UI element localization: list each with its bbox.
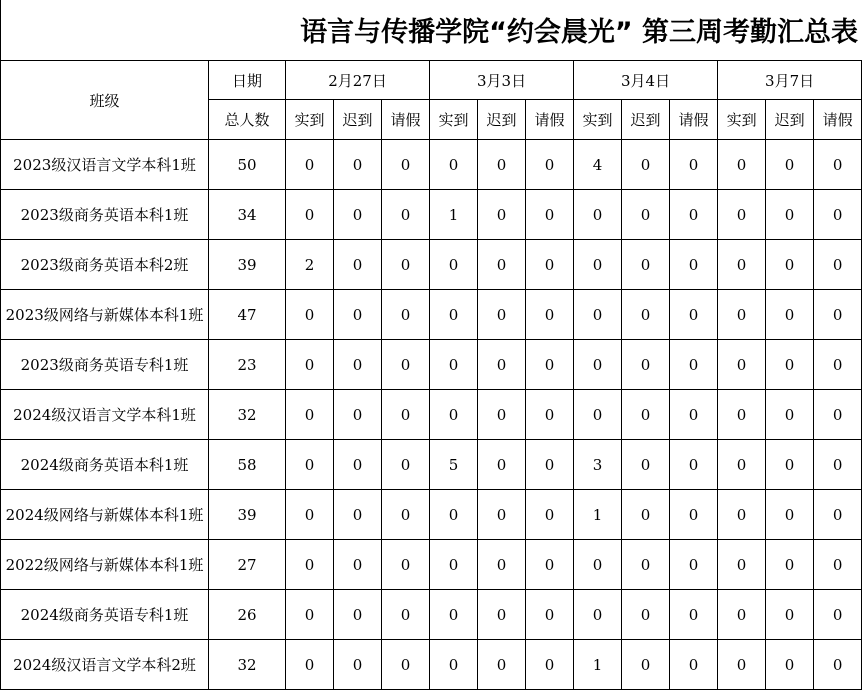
present-count-cell: 0: [718, 290, 766, 340]
present-count-cell: 0: [718, 240, 766, 290]
present-count-cell: 1: [574, 640, 622, 690]
leave-count-cell: 0: [382, 640, 430, 690]
leave-count-cell: 0: [382, 540, 430, 590]
leave-count-cell: 0: [382, 590, 430, 640]
present-count-cell: 1: [574, 490, 622, 540]
late-count-cell: 0: [766, 390, 814, 440]
date-header-1: 2月27日: [286, 61, 430, 100]
present-count-cell: 0: [430, 490, 478, 540]
late-count-cell: 0: [334, 640, 382, 690]
late-count-cell: 0: [334, 390, 382, 440]
late-count-cell: 0: [766, 490, 814, 540]
sub-header-present: 实到: [430, 100, 478, 140]
present-count-cell: 0: [286, 640, 334, 690]
leave-count-cell: 0: [526, 440, 574, 490]
late-count-cell: 0: [334, 190, 382, 240]
late-count-cell: 0: [622, 290, 670, 340]
late-count-cell: 0: [622, 540, 670, 590]
present-count-cell: 0: [286, 440, 334, 490]
total-cell: 23: [209, 340, 286, 390]
total-cell: 50: [209, 140, 286, 190]
leave-count-cell: 0: [670, 490, 718, 540]
late-count-cell: 0: [334, 140, 382, 190]
late-count-cell: 0: [622, 190, 670, 240]
present-count-cell: 0: [286, 140, 334, 190]
class-name-cell: 2023级汉语言文学本科1班: [1, 140, 209, 190]
late-count-cell: 0: [622, 590, 670, 640]
leave-count-cell: 0: [814, 240, 862, 290]
class-name-cell: 2024级商务英语本科1班: [1, 440, 209, 490]
leave-count-cell: 0: [814, 540, 862, 590]
sub-header-present: 实到: [574, 100, 622, 140]
present-count-cell: 0: [574, 590, 622, 640]
table-row: [1, 640, 862, 690]
late-count-cell: 0: [766, 440, 814, 490]
sheet-title: 语言与传播学院“约会晨光” 第三周考勤汇总表: [300, 17, 858, 48]
leave-count-cell: 0: [526, 640, 574, 690]
late-count-cell: 0: [766, 540, 814, 590]
leave-count-cell: 0: [814, 140, 862, 190]
late-count-cell: 0: [622, 140, 670, 190]
present-count-cell: 0: [430, 390, 478, 440]
present-count-cell: 0: [718, 640, 766, 690]
total-header: 总人数: [209, 100, 286, 140]
leave-count-cell: 0: [526, 540, 574, 590]
late-count-cell: 0: [622, 240, 670, 290]
leave-count-cell: 0: [526, 590, 574, 640]
present-count-cell: 0: [574, 290, 622, 340]
late-count-cell: 0: [766, 590, 814, 640]
present-count-cell: 0: [286, 540, 334, 590]
present-count-cell: 0: [430, 590, 478, 640]
late-count-cell: 0: [766, 340, 814, 390]
leave-count-cell: 0: [814, 440, 862, 490]
table-row: [1, 240, 862, 290]
leave-count-cell: 0: [526, 140, 574, 190]
leave-count-cell: 0: [526, 190, 574, 240]
leave-count-cell: 0: [382, 140, 430, 190]
present-count-cell: 0: [718, 440, 766, 490]
present-count-cell: 0: [430, 140, 478, 190]
leave-count-cell: 0: [670, 390, 718, 440]
leave-count-cell: 0: [526, 490, 574, 540]
leave-count-cell: 0: [670, 640, 718, 690]
present-count-cell: 0: [718, 390, 766, 440]
class-name-cell: 2023级商务英语本科1班: [1, 190, 209, 240]
leave-count-cell: 0: [670, 540, 718, 590]
total-cell: 39: [209, 490, 286, 540]
leave-count-cell: 0: [382, 390, 430, 440]
class-name-cell: 2023级网络与新媒体本科1班: [1, 290, 209, 340]
table-row: [1, 590, 862, 640]
table-row: [1, 140, 862, 190]
leave-count-cell: 0: [382, 440, 430, 490]
present-count-cell: 0: [286, 390, 334, 440]
sub-header-late: 迟到: [334, 100, 382, 140]
present-count-cell: 0: [286, 590, 334, 640]
late-count-cell: 0: [766, 190, 814, 240]
present-count-cell: 0: [430, 240, 478, 290]
total-cell: 58: [209, 440, 286, 490]
present-count-cell: 1: [430, 190, 478, 240]
present-count-cell: 4: [574, 140, 622, 190]
leave-count-cell: 0: [670, 340, 718, 390]
leave-count-cell: 0: [382, 240, 430, 290]
present-count-cell: 0: [286, 290, 334, 340]
total-cell: 47: [209, 290, 286, 340]
late-count-cell: 0: [478, 240, 526, 290]
leave-count-cell: 0: [382, 340, 430, 390]
present-count-cell: 0: [718, 340, 766, 390]
present-count-cell: 0: [574, 240, 622, 290]
late-count-cell: 0: [766, 140, 814, 190]
leave-count-cell: 0: [526, 240, 574, 290]
sub-header-late: 迟到: [766, 100, 814, 140]
leave-count-cell: 0: [670, 190, 718, 240]
leave-count-cell: 0: [814, 640, 862, 690]
leave-count-cell: 0: [382, 190, 430, 240]
present-count-cell: 0: [286, 340, 334, 390]
sub-header-leave: 请假: [670, 100, 718, 140]
late-count-cell: 0: [334, 440, 382, 490]
present-count-cell: 0: [430, 540, 478, 590]
class-name-cell: 2024级商务英语专科1班: [1, 590, 209, 640]
present-count-cell: 0: [718, 190, 766, 240]
date-header: 日期: [209, 61, 286, 100]
leave-count-cell: 0: [814, 490, 862, 540]
present-count-cell: 0: [718, 540, 766, 590]
late-count-cell: 0: [334, 590, 382, 640]
present-count-cell: 0: [430, 340, 478, 390]
late-count-cell: 0: [478, 290, 526, 340]
sub-header-late: 迟到: [622, 100, 670, 140]
late-count-cell: 0: [334, 540, 382, 590]
late-count-cell: 0: [622, 640, 670, 690]
leave-count-cell: 0: [670, 590, 718, 640]
late-count-cell: 0: [766, 640, 814, 690]
class-name-cell: 2024级汉语言文学本科2班: [1, 640, 209, 690]
leave-count-cell: 0: [670, 240, 718, 290]
leave-count-cell: 0: [814, 590, 862, 640]
sub-header-present: 实到: [286, 100, 334, 140]
late-count-cell: 0: [766, 290, 814, 340]
present-count-cell: 0: [574, 390, 622, 440]
late-count-cell: 0: [334, 290, 382, 340]
leave-count-cell: 0: [526, 340, 574, 390]
class-header: 班级: [1, 61, 209, 140]
present-count-cell: 3: [574, 440, 622, 490]
late-count-cell: 0: [334, 340, 382, 390]
sub-header-present: 实到: [718, 100, 766, 140]
present-count-cell: 0: [430, 640, 478, 690]
total-cell: 26: [209, 590, 286, 640]
leave-count-cell: 0: [526, 290, 574, 340]
present-count-cell: 0: [718, 140, 766, 190]
leave-count-cell: 0: [814, 190, 862, 240]
date-header-3: 3月4日: [574, 61, 718, 100]
present-count-cell: 0: [718, 590, 766, 640]
present-count-cell: 0: [286, 490, 334, 540]
present-count-cell: 0: [718, 490, 766, 540]
total-cell: 34: [209, 190, 286, 240]
table-row: [1, 390, 862, 440]
late-count-cell: 0: [334, 490, 382, 540]
table-row: [1, 190, 862, 240]
present-count-cell: 0: [574, 340, 622, 390]
table-row: [1, 290, 862, 340]
late-count-cell: 0: [478, 440, 526, 490]
class-name-cell: 2024级汉语言文学本科1班: [1, 390, 209, 440]
late-count-cell: 0: [478, 190, 526, 240]
leave-count-cell: 0: [526, 390, 574, 440]
present-count-cell: 2: [286, 240, 334, 290]
sub-header-leave: 请假: [382, 100, 430, 140]
late-count-cell: 0: [478, 540, 526, 590]
late-count-cell: 0: [478, 340, 526, 390]
present-count-cell: 0: [574, 540, 622, 590]
leave-count-cell: 0: [814, 390, 862, 440]
table-row: [1, 440, 862, 490]
total-cell: 27: [209, 540, 286, 590]
attendance-table: [0, 60, 862, 690]
late-count-cell: 0: [622, 440, 670, 490]
present-count-cell: 0: [430, 290, 478, 340]
late-count-cell: 0: [478, 640, 526, 690]
present-count-cell: 0: [286, 190, 334, 240]
leave-count-cell: 0: [670, 290, 718, 340]
class-name-cell: 2023级商务英语专科1班: [1, 340, 209, 390]
date-header-4: 3月7日: [718, 61, 862, 100]
table-row: [1, 540, 862, 590]
late-count-cell: 0: [478, 390, 526, 440]
late-count-cell: 0: [766, 240, 814, 290]
late-count-cell: 0: [478, 490, 526, 540]
total-cell: 32: [209, 390, 286, 440]
total-cell: 39: [209, 240, 286, 290]
leave-count-cell: 0: [670, 140, 718, 190]
leave-count-cell: 0: [814, 290, 862, 340]
leave-count-cell: 0: [670, 440, 718, 490]
table-row: [1, 340, 862, 390]
date-header-2: 3月3日: [430, 61, 574, 100]
class-name-cell: 2023级商务英语本科2班: [1, 240, 209, 290]
present-count-cell: 0: [574, 190, 622, 240]
leave-count-cell: 0: [814, 340, 862, 390]
title-row: [0, 0, 862, 60]
class-name-cell: 2024级网络与新媒体本科1班: [1, 490, 209, 540]
class-name-cell: 2022级网络与新媒体本科1班: [1, 540, 209, 590]
leave-count-cell: 0: [382, 490, 430, 540]
late-count-cell: 0: [334, 240, 382, 290]
sub-header-leave: 请假: [814, 100, 862, 140]
present-count-cell: 5: [430, 440, 478, 490]
late-count-cell: 0: [478, 140, 526, 190]
sub-header-late: 迟到: [478, 100, 526, 140]
late-count-cell: 0: [622, 490, 670, 540]
late-count-cell: 0: [478, 590, 526, 640]
leave-count-cell: 0: [382, 290, 430, 340]
late-count-cell: 0: [622, 390, 670, 440]
sub-header-leave: 请假: [526, 100, 574, 140]
table-row: [1, 490, 862, 540]
late-count-cell: 0: [622, 340, 670, 390]
total-cell: 32: [209, 640, 286, 690]
